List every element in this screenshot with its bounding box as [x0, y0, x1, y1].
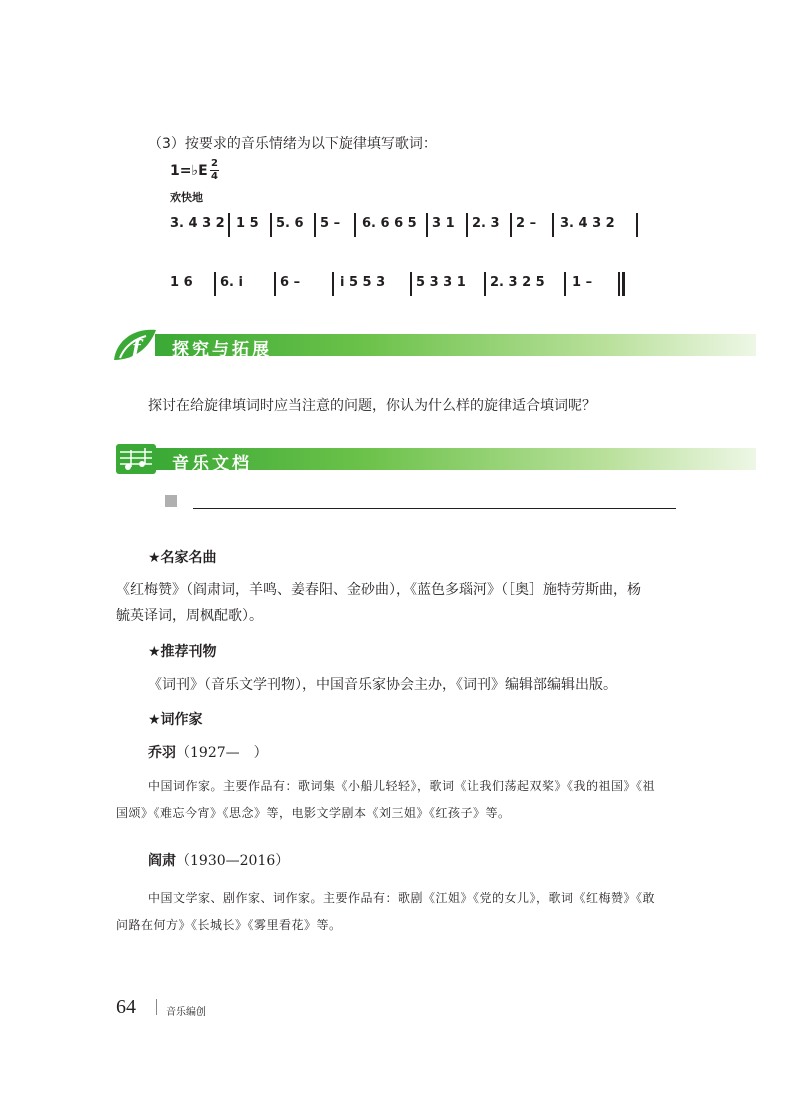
score-line-2 — [170, 272, 630, 300]
measure: 1 5 — [236, 216, 259, 231]
tempo-marking: 欢快地 — [170, 191, 203, 204]
explore-body: 探讨在给旋律填词时应当注意的问题，你认为什么样的旋律适合填词呢？ — [148, 398, 596, 414]
time-signature — [210, 159, 219, 182]
famous-songs-line2: 毓英译词，周枫配歌）。 — [116, 608, 263, 624]
score-line-1 — [170, 213, 640, 241]
svg-text:f: f — [132, 335, 141, 359]
measure: 2 – — [516, 216, 537, 231]
lyricist-years: （1930—2016） — [176, 853, 290, 869]
footer-separator — [156, 999, 157, 1015]
measure: 3 1 — [432, 216, 455, 231]
heading-famous-songs: ★名家名曲 — [148, 550, 217, 566]
time-top: 2 — [211, 158, 218, 169]
lyricist-2-bio-line2: 问路在何方》《长城长》《雾里看花》等。 — [116, 918, 342, 932]
measure: 5 – — [320, 216, 341, 231]
section-banner-explore — [110, 326, 756, 366]
measure: 6. i — [220, 275, 243, 290]
book-label: 音乐编创 — [166, 1007, 206, 1018]
page-number: 64 — [116, 996, 136, 1018]
gray-square — [165, 495, 177, 507]
measure: 2. 3 — [472, 216, 500, 231]
lyricist-name: 乔羽 — [148, 745, 176, 761]
lyricist-2-bio-line1: 中国文学家、剧作家、词作家。主要作品有：歌剧《江姐》《党的女儿》，歌词《红梅赞》《敢 — [148, 891, 656, 905]
lyricist-name: 阎肃 — [148, 853, 176, 869]
divider-line — [193, 508, 676, 509]
lyricist-years: （1927— ） — [176, 745, 268, 761]
measure: 1 6 — [170, 275, 193, 290]
measure: 3. 4 3 2 — [560, 216, 615, 231]
lyricist-2-title — [148, 850, 289, 870]
recommended-body: 《词刊》（音乐文学刊物），中国音乐家协会主办，《词刊》编辑部编辑出版。 — [148, 677, 617, 693]
lyricist-1-title — [148, 742, 268, 762]
section-title: 探究与拓展 — [172, 340, 272, 360]
measure: 2. 3 2 5 — [490, 275, 545, 290]
key-signature: 1=♭E — [170, 163, 208, 179]
measure: 5. 6 — [276, 216, 304, 231]
section-banner-docs — [110, 440, 756, 480]
heading-lyricists: ★词作家 — [148, 712, 203, 728]
lyricist-1-bio-line1: 中国词作家。主要作品有：歌词集《小船儿轻轻》，歌词《让我们荡起双桨》《我的祖国》《祖 — [148, 779, 656, 793]
measure: 3. 4 3 2 — [170, 216, 225, 231]
heading-recommended: ★推荐刊物 — [148, 644, 217, 660]
measure: 1 – — [572, 275, 593, 290]
measure: 5 3 3 1 — [416, 275, 466, 290]
exercise-prompt: （3）按要求的音乐情绪为以下旋律填写歌词： — [148, 136, 437, 152]
measure: 6 – — [280, 275, 301, 290]
famous-songs-line1: 《红梅赞》（阎肃词，羊鸣、姜春阳、金砂曲），《蓝色多瑙河》（［奥］施特劳斯曲，杨 — [116, 582, 641, 598]
section-title: 音乐文档 — [172, 454, 252, 474]
measure: 6. 6 6 5 — [362, 216, 417, 231]
time-bottom: 4 — [211, 171, 218, 182]
measure: i 5 5 3 — [340, 275, 386, 290]
lyricist-1-bio-line2: 国颂》《难忘今宵》《思念》等，电影文学剧本《刘三姐》《红孩子》等。 — [116, 806, 511, 820]
